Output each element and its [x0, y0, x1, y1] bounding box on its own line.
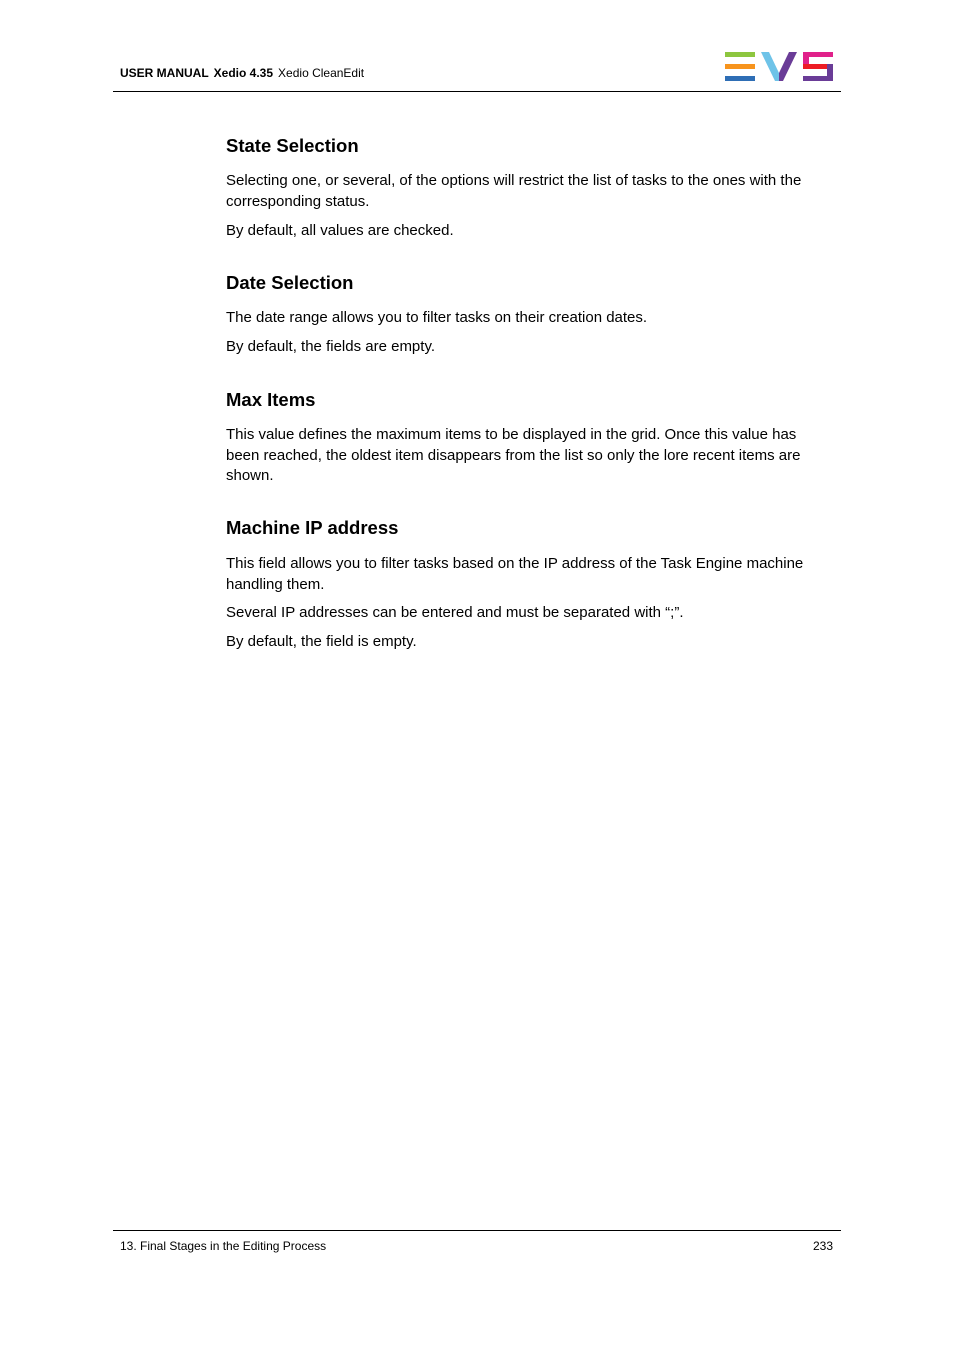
product-name: Xedio 4.35	[213, 66, 274, 80]
machine-ip-paragraph-3: By default, the field is empty.	[226, 633, 417, 650]
page-number: 233	[812, 1239, 833, 1253]
max-items-heading: Max Items	[226, 389, 316, 410]
machine-ip-heading: Machine IP address	[226, 517, 399, 538]
machine-ip-paragraph-1: This field allows you to filter tasks based on the IP address of the Task Engine machine handling them.	[226, 555, 804, 593]
machine-ip-paragraph-2: Several IP addresses can be entered and must be separated with “;”.	[226, 604, 684, 621]
manual-label: USER MANUAL	[120, 66, 209, 80]
date-selection-heading: Date Selection	[226, 272, 354, 293]
date-selection-paragraph-2: By default, the fields are empty.	[226, 338, 435, 355]
page-header	[113, 0, 841, 92]
evs-logo	[725, 52, 835, 82]
header-title	[120, 66, 364, 80]
state-selection-paragraph-2: By default, all values are checked.	[226, 222, 454, 239]
module-name: Xedio CleanEdit	[278, 66, 365, 80]
page-footer	[113, 1230, 841, 1253]
max-items-paragraph-1: This value defines the maximum items to be displayed in the grid. Once this value has been reached, the oldest item disappears from the list so only the lore recent items are shown.	[226, 426, 801, 484]
date-selection-paragraph-1: The date range allows you to filter tasks on their creation dates.	[226, 309, 648, 326]
state-selection-paragraph-1: Selecting one, or several, of the options will restrict the list of tasks to the ones with the corresponding status.	[226, 172, 802, 210]
footer-chapter: 13. Final Stages in the Editing Process	[120, 1239, 327, 1253]
state-selection-heading: State Selection	[226, 135, 359, 156]
